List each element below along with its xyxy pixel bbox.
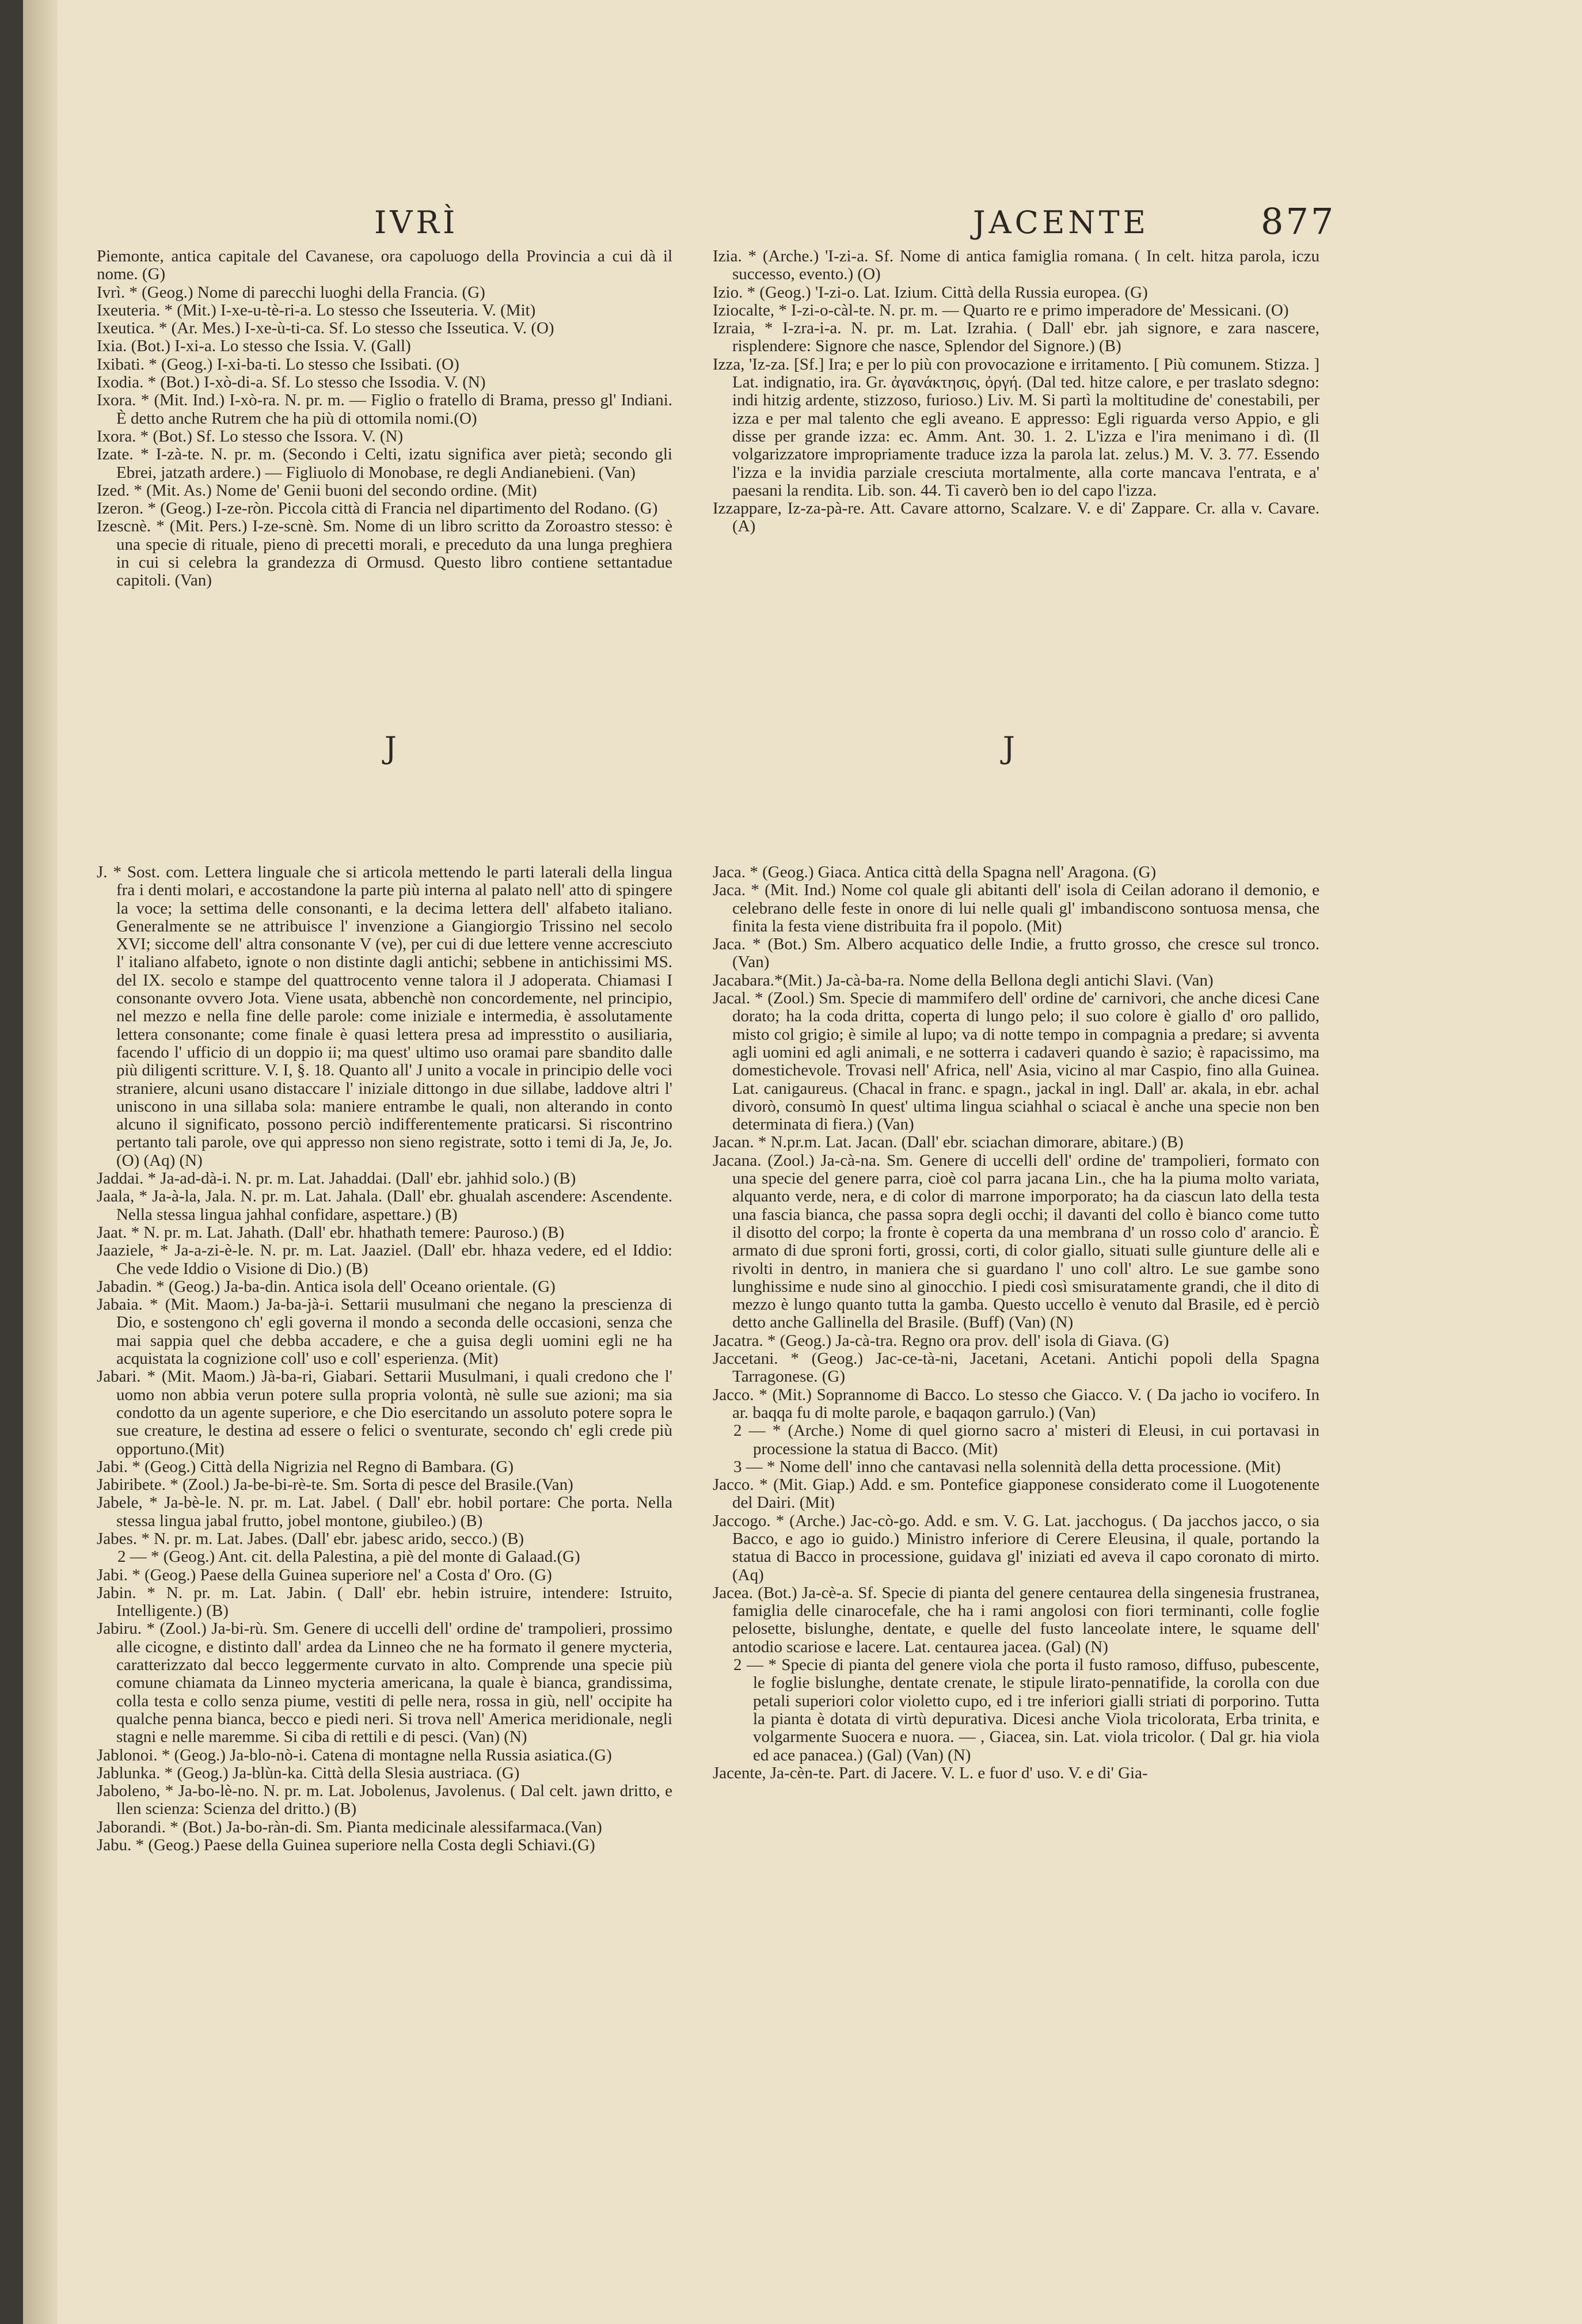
column-bottom-right (713, 864, 1319, 1782)
dictionary-entry: Ixibati. * (Geog.) I-xi-ba-ti. Lo stesso che Issibati. (O) (97, 355, 459, 374)
dictionary-entry: Jaccetani. * (Geog.) Jac-ce-tà-ni, Jacetani, Acetani. Antichi popoli della Spagna Tarragonese. (G) (713, 1349, 1319, 1386)
dictionary-entry: Jacco. * (Mit.) Soprannome di Bacco. Lo stesso che Giacco. V. ( Da jacho io vocifero. In ar. baqqa fu di molte parole, e baqaqon garrulo.) (Van) (713, 1385, 1319, 1422)
dictionary-entry: Ivrì. * (Geog.) Nome di parecchi luoghi della Francia. (G) (97, 283, 485, 302)
dictionary-entry: Jabes. * N. pr. m. Lat. Jabes. (Dall' ebr. jabesc arido, secco.) (B) (97, 1529, 524, 1548)
running-head-left: IVRÌ (374, 204, 459, 241)
dictionary-entry: Jabiribete. * (Zool.) Ja-be-bi-rè-te. Sm. Sorta di pesce del Brasile.(Van) (97, 1475, 573, 1494)
dictionary-entry: Jaaziele, * Ja-a-zi-è-le. N. pr. m. Lat. Jaaziel. (Dall' ebr. hhaza vedere, ed el Iddio: Che vede Iddio o Visione di Dio.) (B) (97, 1241, 672, 1278)
dictionary-entry: Izio. * (Geog.) 'I-zi-o. Lat. Izium. Città della Russia europea. (G) (713, 283, 1148, 302)
dictionary-entry: Jabiru. * (Zool.) Ja-bi-rù. Sm. Genere di uccelli dell' ordine de' trampolieri, prossimo alle cicogne, e distinto dall' ardea da Linneo che ne ha formato il genere mycteria, caratterizzato dal becco leggermente curvato in alto. Comprende una specie più comune chiamata da Linneo mycteria americana, la quale è bianca, grandissima, colla testa e collo senza piume, vestiti di pelle nera, rossa in giù, nell' occipite ha qualche penna bianca, becco e piedi neri. Si trova nell' America meridionale, negli stagni e nelle maremme. Si ciba di rettili e di pesci. (Van) (N) (97, 1619, 672, 1747)
dictionary-entry: Izzappare, Iz-za-pà-re. Att. Cavare attorno, Scalzare. V. e di' Zappare. Cr. alla v. Cavare. (A) (713, 499, 1319, 536)
dictionary-entry: Jacal. * (Zool.) Sm. Specie di mammifero dell' ordine de' carnivori, che anche dicesi Cane dorato; ha la coda dritta, coperta di lungo pelo; il suo colore è giallo d' oro pallido, misto col grigio; è simile al lupo; va di notte tempo in compagnia a predare; si avventa agli uomini ed agli animali, e ne sotterra i cadaveri quando è sazio; è rapacissimo, ma domestichevole. Trovasi nell' Africa, nell' Asia, vicino al mar Caspio, fino alla Guinea. Lat. canigaureus. (Chacal in franc. e spagn., jackal in ingl. Dall' ar. akala, in ebr. achal divorò, consumò In quest' ultima lingua sciahhal o sciacal è anche una specie non ben determinata di fiera.) (Van) (713, 989, 1319, 1134)
dictionary-page (23, 0, 1582, 2324)
running-head-center: JACENTE (973, 204, 1150, 241)
dictionary-entry: Jaddai. * Ja-ad-dà-i. N. pr. m. Lat. Jahaddai. (Dall' ebr. jahhid solo.) (B) (97, 1169, 576, 1188)
dictionary-entry: Jacabara.*(Mit.) Ja-cà-ba-ra. Nome della Bellona degli antichi Slavi. (Van) (713, 971, 1214, 990)
dictionary-entry: Jabi. * (Geog.) Città della Nigrizia nel Regno di Bambara. (G) (97, 1457, 514, 1476)
dictionary-entry: 2 — * (Arche.) Nome di quel giorno sacro a' misteri di Eleusi, in cui portavasi in processione la statua di Bacco. (Mit) (733, 1421, 1319, 1458)
dictionary-entry: Iziocalte, * I-zi-o-càl-te. N. pr. m. — Quarto re e primo imperadore de' Messicani. (O) (713, 301, 1289, 319)
dictionary-entry: Jabele, * Ja-bè-le. N. pr. m. Lat. Jabel. ( Dall' ebr. hobil portare: Che porta. Nella stessa lingua jabal frutto, jobel montone, giubileo.) (B) (97, 1493, 672, 1530)
dictionary-entry: Jaborandi. * (Bot.) Ja-bo-ràn-di. Sm. Pianta medicinale alessifarmaca.(Van) (97, 1817, 602, 1836)
dictionary-entry: Ixodia. * (Bot.) I-xò-di-a. Sf. Lo stesso che Issodia. V. (N) (97, 373, 486, 392)
dictionary-entry: Jablonoi. * (Geog.) Ja-blo-nò-i. Catena di montagne nella Russia asiatica.(G) (97, 1745, 612, 1764)
dictionary-entry: Izza, 'Iz-za. [Sf.] Ira; e per lo più con provocazione e irritamento. [ Più comunem. Stizza. ] Lat. indignatio, ira. Gr. ἀγανάκτησις, ὀργή. (Dal ted. hitze calore, e per traslato sdegno: indi hitzig ardente, stizzoso, furioso.) Liv. M. Si partì la moltitudine de' conestabili, per izza e per mal talento che egli aveano. E appresso: Egli riguarda verso Appio, e gli disse per grande izza: ec. Amm. Ant. 30. 1. 2. L'izza e l'ira menimano i dì. (Il volgarizzatore impropriamente traduce izza la parola lat. zelus.) M. V. 3. 77. Essendo l'izza e la invidia parziale cresciuta mortalmente, alla corte mancava l'entrata, e a' paesani la rendita. Lib. son. 44. Ti caverò ben io del capo l'izza. (713, 355, 1319, 500)
dictionary-entry: Jabaia. * (Mit. Maom.) Ja-ba-jà-i. Settarii musulmani che negano la prescienza di Dio, e sostengono ch' egli governa il mondo a seconda delle occasioni, senza che mai sappia quel che debba accadere, e che a guisa degli uomini egli ne ha acquistata la cognizione coll' uso e coll' esperienza. (Mit) (97, 1295, 672, 1368)
dictionary-entry: Jaboleno, * Ja-bo-lè-no. N. pr. m. Lat. Jobolenus, Javolenus. ( Dal celt. jawn dritto, e llen scienza: Scienza del dritto.) (B) (97, 1782, 672, 1819)
dictionary-entry: Ixeuteria. * (Mit.) I-xe-u-tè-ri-a. Lo stesso che Isseuteria. V. (Mit) (97, 301, 536, 319)
dictionary-entry: Jabi. * (Geog.) Paese della Guinea superiore nel' a Costa d' Oro. (G) (97, 1565, 552, 1584)
book-gutter (23, 0, 58, 2324)
dictionary-entry: Jacana. (Zool.) Ja-cà-na. Sm. Genere di uccelli dell' ordine de' trampolieri, formato con una specie del genere parra, cioè col parra jacana Lin., che ha la piuma molto variata, alquanto verde, nera, e di color di marrone imporporato; ha da ciascun lato della testa una fascia bianca, che passa sopra degli occhi; il davanti del collo è bianco come tutto il disotto del corpo; la fronte è coperta da una membrana d' un rosso colo d' arancio. È armato di due sproni forti, grossi, corti, di color giallo, situati sulle giunture delle ali e rivolti in dentro, in maniera che si guardano l' uno coll' altro. Le sue gambe sono lunghissime e nude sino al ginocchio. I piedi così smisuratamente grandi, che il dito di mezzo è lungo quanto tutta la gamba. Questo uccello è venuto dal Brasile, ed è perciò detto anche Gallinella del Brasile. (Buff) (Van) (N) (713, 1151, 1319, 1332)
dictionary-entry: Izraia, * I-zra-i-a. N. pr. m. Lat. Izrahia. ( Dall' ebr. jah signore, e zara nascere, risplendere: Signore che nasce, Splendor del Signore.) (B) (713, 319, 1319, 356)
column-bottom-left (97, 864, 672, 1854)
dictionary-entry: Ixora. * (Bot.) Sf. Lo stesso che Issora. V. (N) (97, 427, 404, 446)
section-letter-right: J (1003, 731, 1015, 766)
dictionary-entry: Jaca. * (Geog.) Giaca. Antica città della Spagna nell' Aragona. (G) (713, 863, 1157, 881)
dictionary-entry: Jaala, * Ja-à-la, Jala. N. pr. m. Lat. Jahala. (Dall' ebr. ghualah ascendere: Ascendente. Nella stessa lingua jahhal confidare, aspettare.) (B) (97, 1187, 672, 1224)
dictionary-entry: Jabin. * N. pr. m. Lat. Jabin. ( Dall' ebr. hebin istruire, intendere: Istruito, Intelligente.) (B) (97, 1583, 672, 1621)
section-letter-left: J (385, 731, 397, 766)
dictionary-entry: Ized. * (Mit. As.) Nome de' Genii buoni del secondo ordine. (Mit) (97, 481, 537, 500)
dictionary-entry: Izescnè. * (Mit. Pers.) I-ze-scnè. Sm. Nome di un libro scritto da Zoroastro stesso: è una specie di rituale, pieno di precetti morali, e preceduto da una lunga preghiera in cui si celebra la grandezza di Ormusd. Questo libro contiene settantadue capitoli. (Van) (97, 517, 672, 590)
dictionary-entry: Jabadin. * (Geog.) Ja-ba-din. Antica isola dell' Oceano orientale. (G) (97, 1277, 556, 1296)
dictionary-entry: Izate. * I-zà-te. N. pr. m. (Secondo i Celti, izatu significa aver pietà; secondo gli Ebrei, jatzath ardere.) — Figliuolo di Monobase, re degli Andianebieni. (Van) (97, 445, 672, 482)
dictionary-entry: Izeron. * (Geog.) I-ze-ròn. Piccola città di Francia nel dipartimento del Rodano. (G) (97, 499, 658, 518)
dictionary-entry: Jaat. * N. pr. m. Lat. Jahath. (Dall' ebr. hhathath temere: Pauroso.) (B) (97, 1223, 565, 1242)
dictionary-entry: Jaca. * (Mit. Ind.) Nome col quale gli abitanti dell' isola di Ceilan adorano il demonio, e celebrano delle feste in onore di lui nelle quali gl' imbandiscono sontuosa mensa, che finita la festa viene distribuita fra il popolo. (Mit) (713, 881, 1319, 935)
dictionary-entry: Ixia. (Bot.) I-xi-a. Lo stesso che Issia. V. (Gall) (97, 337, 411, 356)
dictionary-entry: Jablunka. * (Geog.) Ja-blùn-ka. Città della Slesia austriaca. (G) (97, 1763, 520, 1782)
dictionary-entry: Jaccogo. * (Arche.) Jac-cò-go. Add. e sm. V. G. Lat. jacchogus. ( Da jacchos jacco, o sia Bacco, e ago io guido.) Ministro inferiore di Cerere Eleusina, il quale, portando la statua di Bacco in processione, guidava gl' iniziati ed aveva il capo coronato di mirto. (Aq) (713, 1511, 1319, 1584)
column-top-left (97, 248, 672, 590)
dictionary-entry: Ixeutica. * (Ar. Mes.) I-xe-ù-ti-ca. Sf. Lo stesso che Isseutica. V. (O) (97, 319, 554, 338)
dictionary-entry: Jacea. (Bot.) Ja-cè-a. Sf. Specie di pianta del genere centaurea della singenesia frustranea, famiglia delle cinarocefale, che ha i rami angolosi con fiori terminanti, colle foglie pelosette, bislunghe, dentate, e quelle del fusto lanceolate intere, le squame dell' antodio scariose e lacere. Lat. centaurea jacea. (Gal) (N) (713, 1583, 1319, 1656)
dictionary-entry: Izia. * (Arche.) 'I-zi-a. Sf. Nome di antica famiglia romana. ( In celt. hitza parola, iczu successo, evento.) (O) (713, 247, 1319, 284)
page-number: 877 (1261, 200, 1336, 242)
dictionary-entry: Jaca. * (Bot.) Sm. Albero acquatico delle Indie, a frutto grosso, che cresce sul tronco. (Van) (713, 935, 1319, 972)
dictionary-entry: 2 — * (Geog.) Ant. cit. della Palestina, a piè del monte di Galaad.(G) (117, 1547, 580, 1566)
dictionary-entry: Piemonte, antica capitale del Cavanese, ora capoluogo della Provincia a cui dà il nome. (G) (97, 247, 672, 284)
dictionary-entry: Ixora. * (Mit. Ind.) I-xò-ra. N. pr. m. — Figlio o fratello di Brama, presso gl' Indiani. È detto anche Rutrem che ha più di ottomila nomi.(O) (97, 391, 672, 428)
dictionary-entry: Jacco. * (Mit. Giap.) Add. e sm. Pontefice giapponese considerato come il Luogotenente del Dairi. (Mit) (713, 1475, 1319, 1512)
dictionary-entry: J. * Sost. com. Lettera linguale che si articola mettendo le parti laterali della lingua fra i denti molari, e accostandone la parte più interna al palato nell' atto di spingere la voce; la settima delle consonanti, e la decima lettera dell' alfabeto italiano. Generalmente se ne attribuisce l' invenzione a Giangiorgio Trissino nel secolo XVI; siccome dell' altra consonante V (ve), per cui di due lettere venne accresciuto l' italiano alfabeto, ignote o non distinte dagli antichi; sebbene in antichissimi MS. del IX. secolo e stampe del quattrocento venne talora il J adoperata. Chiamasi I consonante ovvero Jota. Viene usata, abbenchè non concordemente, nel principio, nel mezzo e nella fine delle parole: come iniziale e intermedia, è assolutamente lettera consonante; come finale è quasi lettera presa ad impresstito o ausiliaria, facendo l' ufficio di un doppio ii; ma quest' ultimo uso oramai pare sbandito dalle più diligenti scritture. V. I, §. 18. Quanto all' J unito a vocale in principio delle voci straniere, alcuni usano distaccare l' iniziale dittongo in due sillabe, laddove altri l' uniscono in una sillaba sola: maniere entrambe le quali, non alterando in conto alcuno il significato, possono perciò indifferentemente praticarsi. Si riscontrino pertanto tali parole, ove qui appresso non sieno registrate, sotto i temi di Ja, Je, Jo. (O) (Aq) (N) (97, 863, 672, 1170)
dictionary-entry: 3 — * Nome dell' inno che cantavasi nella solennità della detta processione. (Mit) (733, 1457, 1281, 1476)
dictionary-entry: Jabari. * (Mit. Maom.) Jà-ba-ri, Giabari. Settarii Musulmani, i quali credono che l' uomo non abbia verun potere sulla propria volontà, nè sulle sue azioni; ma sia condotto da un agente superiore, e che Dio esercitando un assoluto potere sopra le sue creature, le destina ad essere o felici o sventurate, secondo ch' egli crede più opportuno.(Mit) (97, 1367, 672, 1458)
dictionary-entry: Jabu. * (Geog.) Paese della Guinea superiore nella Costa degli Schiavi.(G) (97, 1836, 595, 1855)
dictionary-entry: Jacatra. * (Geog.) Ja-cà-tra. Regno ora prov. dell' isola di Giava. (G) (713, 1331, 1169, 1350)
dictionary-entry: Jacente, Ja-cèn-te. Part. di Jacere. V. L. e fuor d' uso. V. e di' Gia- (713, 1763, 1148, 1782)
column-top-right (713, 248, 1319, 536)
dictionary-entry: Jacan. * N.pr.m. Lat. Jacan. (Dall' ebr. sciachan dimorare, abitare.) (B) (713, 1133, 1184, 1152)
dictionary-entry: 2 — * Specie di pianta del genere viola che porta il fusto ramoso, diffuso, pubescente, le foglie bislunghe, dentate crenate, le stipule lirato-pennatifide, la corolla con due petali superiori color violetto cupo, ed i tre inferiori gialli striati di porporino. Tutta la pianta è dotata di virtù depurativa. Dicesi anche Viola tricolorata, Erba trinita, e volgarmente Suocera e nuora. — , Giacea, sin. Lat. viola tricolor. ( Dal gr. hia viola ed ace panacea.) (Gal) (Van) (N) (733, 1656, 1319, 1764)
